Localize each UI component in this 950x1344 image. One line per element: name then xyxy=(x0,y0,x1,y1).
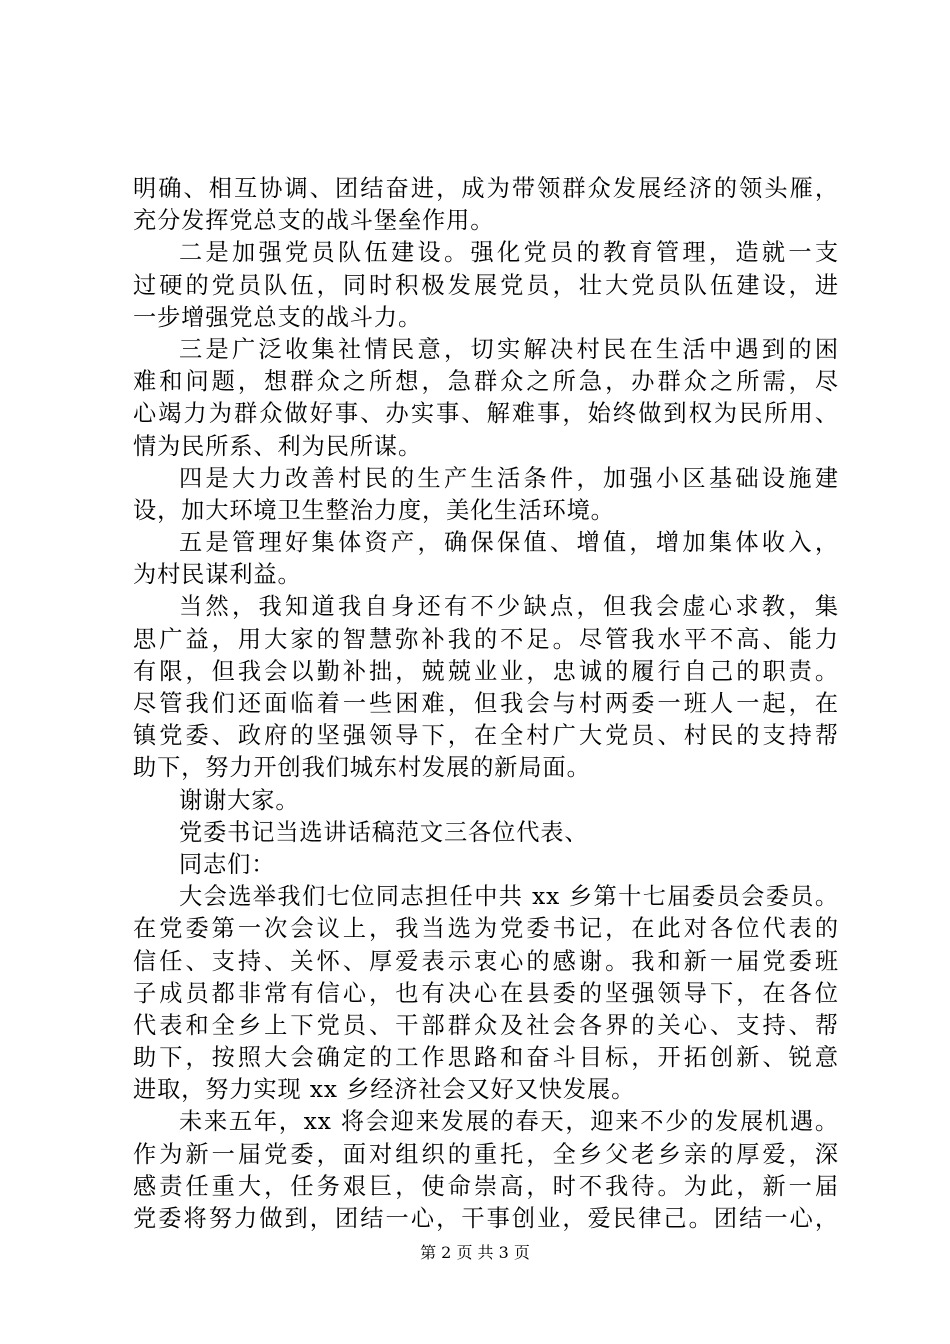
text-line: 心竭力为群众做好事、办实事、解难事，始终做到权为民所用、 xyxy=(133,400,839,428)
section-heading-line: 党委书记当选讲话稿范文三各位代表、 xyxy=(179,818,589,846)
text-line: 难和问题，想群众之所想，急群众之所急，办群众之所需，尽 xyxy=(133,368,839,396)
text-line: 明确、相互协调、团结奋进，成为带领群众发展经济的领头雁， xyxy=(133,175,839,202)
text-line: 助下，努力开创我们城东村发展的新局面。 xyxy=(133,754,591,782)
text-line: 党委将努力做到，团结一心，干事创业，爱民律己。团结一心， xyxy=(133,1205,839,1232)
text-line: 信任、支持、关怀、厚爱表示衷心的感谢。我和新一届党委班 xyxy=(133,947,839,975)
text-line: 有限，但我会以勤补拙，兢兢业业，忠诚的履行自己的职责。 xyxy=(133,657,839,685)
text-line: 尽管我们还面临着一些困难，但我会与村两委一班人一起，在 xyxy=(133,690,839,717)
paragraph-start-line: 谢谢大家。 xyxy=(179,786,300,814)
paragraph-start-line: 三是广泛收集社情民意，切实解决村民在生活中遇到的困 xyxy=(179,335,839,363)
paragraph-start-line: 未来五年，xx 将会迎来发展的春天，迎来不少的发展机遇。 xyxy=(179,1108,839,1136)
text-line: 一步增强党总支的战斗力。 xyxy=(133,303,423,331)
text-line: 进取，努力实现 xx 乡经济社会又好又快发展。 xyxy=(133,1076,636,1104)
text-line: 在党委第一次会议上，我当选为党委书记，在此对各位代表的 xyxy=(133,915,839,943)
page-number-text: 第 2 页 共 3 页 xyxy=(420,1243,530,1262)
document-body xyxy=(133,173,839,1235)
text-line: 充分发挥党总支的战斗堡垒作用。 xyxy=(133,207,495,235)
text-line: 设，加大环境卫生整治力度，美化生活环境。 xyxy=(133,496,615,524)
page-footer xyxy=(0,1243,950,1263)
text-line: 代表和全乡上下党员、干部群众及社会各界的关心、支持、帮 xyxy=(133,1011,839,1039)
text-line: 镇党委、政府的坚强领导下，在全村广大党员、村民的支持帮 xyxy=(133,722,839,750)
paragraph-start-line: 四是大力改善村民的生产生活条件，加强小区基础设施建 xyxy=(179,464,839,492)
salutation-line: 同志们： xyxy=(179,850,276,878)
text-line: 情为民所系、利为民所谋。 xyxy=(133,432,423,460)
paragraph-start-line: 大会选举我们七位同志担任中共 xx 乡第十七届委员会委员。 xyxy=(179,883,839,911)
paragraph-start-line: 当然，我知道我自身还有不少缺点，但我会虚心求教，集 xyxy=(179,593,839,621)
text-line: 助下，按照大会确定的工作思路和奋斗目标，开拓创新、锐意 xyxy=(133,1044,839,1072)
text-line: 作为新一届党委，面对组织的重托，全乡父老乡亲的厚爱，深 xyxy=(133,1140,839,1168)
text-line: 思广益，用大家的智慧弥补我的不足。尽管我水平不高、能力 xyxy=(133,625,839,653)
paragraph-start-line: 二是加强党员队伍建设。强化党员的教育管理，造就一支 xyxy=(179,239,839,267)
paragraph-start-line: 五是管理好集体资产，确保保值、增值，增加集体收入， xyxy=(179,529,839,557)
text-line: 子成员都非常有信心，也有决心在县委的坚强领导下，在各位 xyxy=(133,979,839,1007)
text-line: 为村民谋利益。 xyxy=(133,561,302,589)
text-line: 过硬的党员队伍，同时积极发展党员，壮大党员队伍建设，进 xyxy=(133,271,839,299)
text-line: 感责任重大，任务艰巨，使命崇高，时不我待。为此，新一届 xyxy=(133,1172,839,1200)
